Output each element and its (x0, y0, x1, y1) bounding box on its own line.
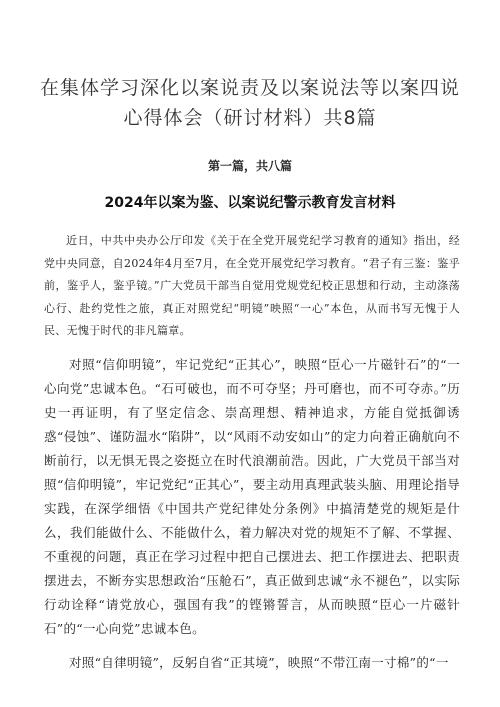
paragraph-1: 近日，中共中央办公厅印发《关于在全党开展党纪学习教育的通知》指出，经党中央同意，自2024年4月至7月，在全党开展党纪学习教育。“君子有三鉴：鉴乎前，鉴乎人，鉴乎镜。”广大党员干部当自觉用党规党纪校正思想和行动，主动涤荡心行、赴约党性之旅，真正对照党纪“明镜”映照“一心”本色，从而书写无愧于人民、无愧于时代的非凡篇章。 (44, 234, 460, 337)
paragraph-2: 对照“信仰明镜”，牢记党纪“正其心”，映照“臣心一片磁针石”的“一心向党”忠诚本色。“石可破也，而不可夺坚；丹可磨也，而不可夺赤。”历史一再证明，有了坚定信念、崇高理想、精神追求，方能自觉抵御诱惑“侵蚀”、谨防温水“陷阱”，以“风雨不动安如山”的定力向着正确航向不断前行，以无惧无畏之姿挺立在时代浪潮前浩。因此，广大党员干部当对照“信仰明镜”，牢记党纪“正其心”，要主动用真理武装头脑、用理论指导实践，在深学细悟《中国共产党纪律处分条例》中搞清楚党的规矩是什么，我们能做什么、不能做什么，着力解决对党的规矩不了解、不掌握、不重视的问题，真正在学习过程中把自己摆进去、把工作摆进去、把职责摆进去，不断夯实思想政治“压舱石”，真正做到忠诚“永不褪色”，以实际行动诠释“请党放心，强国有我”的铿锵誓言，从而映照“臣心一片磁针石”的“一心向党”忠诚本色。 (44, 356, 460, 636)
paragraph-3: 对照“自律明镜”，反躬自省“正其境”，映照“不带江南一寸棉”的“一 (69, 654, 449, 670)
section-label: 第一篇，共八篇 (207, 159, 292, 173)
document-title: 在集体学习深化以案说责及以案说法等以案四说心得体会（研讨材料）共8篇 (40, 76, 461, 129)
article-title: 2024年以案为鉴、以案说纪警示教育发言材料 (104, 195, 396, 211)
article-body (44, 230, 460, 685)
